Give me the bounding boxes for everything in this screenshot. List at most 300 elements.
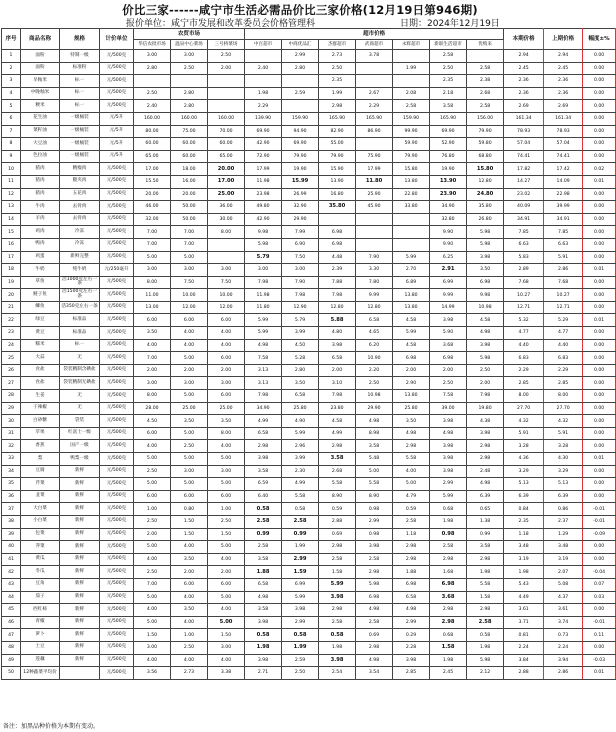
store-price-cell: 23.80 [319,402,356,415]
last-period-price: 17.42 [544,163,583,176]
store-price-cell: 12.80 [467,175,504,188]
store-price-cell: 60.00 [171,138,208,151]
store-price-cell: 6.00 [134,314,171,327]
store-price-cell: 0.58 [467,629,504,642]
store-price-cell: 30.00 [208,213,245,226]
row-seq: 35 [2,478,21,491]
store-price-cell: 32.00 [134,213,171,226]
store-price-cell: 6.00 [134,490,171,503]
change-percent: 0.01 [583,264,616,277]
row-spec: 新鲜 [60,629,100,642]
row-seq: 15 [2,226,21,239]
store-price-cell: 3.13 [245,364,282,377]
row-unit: 元/500克 [100,478,134,491]
store-price-cell: 1.88 [393,566,430,579]
store-price-cell: 2.00 [430,364,467,377]
store-price-cell: 70.00 [208,125,245,138]
store-price-cell: 1.50 [208,629,245,642]
row-unit: 元/500克 [100,402,134,415]
row-seq: 33 [2,453,21,466]
row-spec: 一级桶装 [60,112,100,125]
store-price-cell: 5.79 [282,314,319,327]
row-unit: 元/500克 [100,75,134,88]
row-spec: 一级桶装 [60,150,100,163]
store-price-cell: 5.58 [467,578,504,591]
store-price-cell: 3.50 [467,264,504,277]
header-store: 中百超市 [245,40,282,50]
row-spec: 标一 [60,87,100,100]
row-unit: 元/500克 [100,175,134,188]
store-price-cell: 2.00 [208,566,245,579]
store-price-cell: 3.58 [245,604,282,617]
row-unit: 元/500克 [100,427,134,440]
store-price-cell: 2.50 [171,440,208,453]
row-spec: 标准品 [60,327,100,340]
store-price-cell: 2.98 [245,440,282,453]
table-row [2,566,616,579]
row-seq: 3 [2,75,21,88]
row-unit: 元/500克 [100,629,134,642]
store-price-cell: 2.58 [319,553,356,566]
store-price-cell: 45.90 [356,201,393,214]
table-row [2,515,616,528]
store-price-cell: 23.90 [430,188,467,201]
store-price-cell: 35.80 [319,201,356,214]
row-spec: 新鲜 [60,490,100,503]
store-price-cell: 5.79 [245,251,282,264]
row-name: 小白菜 [21,515,60,528]
row-unit: 元/500克 [100,616,134,629]
row-seq: 45 [2,604,21,617]
store-price-cell: 2.00 [171,566,208,579]
store-price-cell: 9.99 [430,289,467,302]
change-percent: 0.00 [583,289,616,302]
row-seq: 42 [2,566,21,579]
store-price-cell: 5.98 [467,352,504,365]
row-name: 包菜 [21,528,60,541]
store-price-cell: 4.79 [393,490,430,503]
table-row [2,629,616,642]
store-price-cell: 3.98 [356,541,393,554]
row-spec: 特制一级 [60,50,100,63]
store-price-cell: 6.00 [134,427,171,440]
store-price-cell: 2.99 [393,616,430,629]
store-price-cell: 5.00 [356,465,393,478]
store-price-cell: 4.65 [356,327,393,340]
store-price-cell: 2.30 [282,465,319,478]
row-name: 苹果 [21,427,60,440]
header-last-period: 上期价格 [544,29,583,50]
store-price-cell: 3.98 [245,616,282,629]
row-unit: 元/500克 [100,453,134,466]
store-price-cell: 2.50 [467,364,504,377]
store-price-cell: 0.58 [319,629,356,642]
store-price-cell: 160.00 [208,112,245,125]
row-unit: 元/500克 [100,289,134,302]
last-period-price: 6.39 [544,490,583,503]
row-unit: 元/500克 [100,440,134,453]
store-price-cell: 2.00 [393,364,430,377]
store-price-cell: 42.90 [245,138,282,151]
row-seq: 4 [2,87,21,100]
last-period-price: 5.91 [544,427,583,440]
store-price-cell: 2.98 [319,604,356,617]
store-price-cell: 2.99 [282,616,319,629]
row-name: 鸭肉 [21,238,60,251]
store-price-cell: 2.00 [208,62,245,75]
store-price-cell: 4.00 [134,440,171,453]
row-spec: 标一 [60,100,100,113]
store-price-cell: 4.98 [356,654,393,667]
store-price-cell: 2.98 [319,440,356,453]
this-period-price: 4.32 [504,415,544,428]
store-price-cell: 2.00 [467,377,504,390]
store-price-cell: 160.00 [134,112,171,125]
row-spec: 标一 [60,75,100,88]
table-row [2,138,616,151]
last-period-price: 3.19 [544,553,583,566]
this-period-price: 23.02 [504,188,544,201]
store-price-cell: 17.00 [134,163,171,176]
change-percent: 0.00 [583,226,616,239]
this-period-price: 7.85 [504,226,544,239]
this-period-price: 34.91 [504,213,544,226]
table-row [2,390,616,403]
row-unit: 元/500克 [100,352,134,365]
row-seq: 25 [2,352,21,365]
store-price-cell: 6.98 [467,276,504,289]
row-name: 糯米 [21,339,60,352]
store-price-cell: 10.00 [171,289,208,302]
change-percent: 0.03 [583,591,616,604]
store-price-cell: 2.99 [282,553,319,566]
table-row [2,478,616,491]
change-percent: 0.01 [583,314,616,327]
store-price-cell: 7.00 [171,226,208,239]
last-period-price: 2.94 [544,50,583,63]
store-price-cell: 5.00 [134,541,171,554]
row-spec: 新鲜 [60,478,100,491]
header-change: 幅度±% [583,29,616,50]
table-row [2,213,616,226]
this-period-price: 5.43 [504,578,544,591]
row-spec: 活1000克左右一条 [60,276,100,289]
store-price-cell: 3.99 [282,327,319,340]
this-period-price: 1.18 [504,528,544,541]
last-period-price: 5.29 [544,314,583,327]
row-seq: 31 [2,427,21,440]
row-seq: 7 [2,125,21,138]
store-price-cell: 2.88 [319,515,356,528]
store-price-cell: 2.29 [356,100,393,113]
store-price-cell: 2.58 [393,100,430,113]
store-price-cell: 4.98 [467,327,504,340]
store-price-cell: 5.58 [319,478,356,491]
header-store: 武商超市 [356,40,393,50]
store-price-cell: 3.98 [467,427,504,440]
change-percent: 0.00 [583,301,616,314]
row-spec: 标一 [60,339,100,352]
row-spec: 袋装精制含碘盐 [60,364,100,377]
row-seq: 46 [2,616,21,629]
store-price-cell: 3.00 [208,377,245,390]
store-price-cell [319,213,356,226]
header-farm-market-group: 农贸市场 [134,29,245,40]
change-percent: -0.01 [583,515,616,528]
store-price-cell [282,100,319,113]
store-price-cell: 2.58 [282,515,319,528]
this-period-price: 5.91 [504,427,544,440]
store-price-cell: 4.38 [467,415,504,428]
store-price-cell: 5.00 [208,591,245,604]
store-price-cell: 9.90 [430,238,467,251]
store-price-cell: 3.00 [134,377,171,390]
store-price-cell: 7.80 [356,276,393,289]
store-price-cell: 7.98 [245,276,282,289]
store-price-cell: 5.99 [282,427,319,440]
report-title: 价比三家------咸宁市生活必需品价比三家价格(12月19日第946期) [122,3,478,17]
row-name: 西红柿 [21,604,60,617]
last-period-price: 2.85 [544,377,583,390]
store-price-cell: 39.00 [430,402,467,415]
store-price-cell: 2.08 [393,87,430,100]
change-percent: -0.09 [583,528,616,541]
this-period-price: 3.61 [504,604,544,617]
store-price-cell: 5.99 [282,591,319,604]
header-store: 三号桥菜场 [208,40,245,50]
this-period-price: 1.98 [504,566,544,579]
store-price-cell: 5.99 [319,578,356,591]
row-seq: 17 [2,251,21,264]
store-price-cell: 7.58 [430,390,467,403]
store-price-cell: 3.98 [430,453,467,466]
row-unit: 元/500克 [100,415,134,428]
store-price-cell: 5.99 [245,327,282,340]
store-price-cell: 5.98 [245,238,282,251]
store-price-cell: 3.00 [171,465,208,478]
store-price-cell: 2.45 [430,667,467,680]
store-price-cell: 3.98 [319,339,356,352]
row-spec: 冷冻 [60,226,100,239]
this-period-price: 3.19 [504,553,544,566]
store-price-cell: 17.99 [245,163,282,176]
this-period-price: 27.70 [504,402,544,415]
row-unit: 元/500克 [100,390,134,403]
store-price-cell: 1.00 [171,629,208,642]
store-price-cell: 2.50 [282,667,319,680]
store-price-cell: 1.38 [467,515,504,528]
store-price-cell: 5.58 [356,478,393,491]
store-price-cell: 7.00 [171,238,208,251]
row-seq: 24 [2,339,21,352]
store-price-cell: 2.50 [134,566,171,579]
store-price-cell: 79.90 [467,125,504,138]
store-price-cell: 1.98 [245,87,282,100]
store-price-cell: 6.00 [171,490,208,503]
store-price-cell: 9.98 [245,226,282,239]
store-price-cell: 4.48 [319,251,356,264]
store-price-cell: 5.00 [171,478,208,491]
store-price-cell: 65.00 [134,150,171,163]
row-name: 香蕉 [21,440,60,453]
store-price-cell: 20.00 [171,188,208,201]
store-price-cell: 32.90 [282,201,319,214]
store-price-cell: 3.98 [430,465,467,478]
store-price-cell: 3.58 [356,440,393,453]
last-period-price: 4.30 [544,453,583,466]
row-name: 牛奶 [21,264,60,277]
store-price-cell [356,138,393,151]
store-price-cell: 1.98 [467,566,504,579]
store-price-cell: 1.50 [208,528,245,541]
row-unit: 元/500克 [100,87,134,100]
row-unit: 元/5升 [100,138,134,151]
this-period-price: 3.28 [504,440,544,453]
change-percent: 0.00 [583,75,616,88]
store-price-cell: 3.98 [467,251,504,264]
store-price-cell: 5.99 [430,490,467,503]
table-row [2,112,616,125]
store-price-cell: 139.90 [245,112,282,125]
this-period-price: 2.89 [504,264,544,277]
store-price-cell: 2.58 [356,616,393,629]
row-seq: 23 [2,327,21,340]
table-row [2,50,616,63]
store-price-cell: 1.58 [430,641,467,654]
this-period-price: 3.29 [504,465,544,478]
row-unit: 元/500克 [100,100,134,113]
store-price-cell: 0.29 [393,629,430,642]
store-price-cell: 8.00 [134,276,171,289]
store-price-cell: 4.00 [171,616,208,629]
store-price-cell: 4.00 [208,654,245,667]
table-row [2,251,616,264]
row-unit: 元/500克 [100,604,134,617]
row-seq: 40 [2,541,21,554]
store-price-cell [393,75,430,88]
store-price-cell: 4.98 [393,604,430,617]
store-price-cell: 3.98 [282,604,319,617]
store-price-cell: 28.00 [134,402,171,415]
store-price-cell [356,62,393,75]
row-spec: 新鲜 [60,465,100,478]
row-spec: 新鲜 [60,578,100,591]
store-price-cell: 1.18 [393,528,430,541]
header-store: 优购来 [467,40,504,50]
last-period-price: 7.85 [544,226,583,239]
row-spec: 一级桶装 [60,138,100,151]
store-price-cell: 3.50 [282,377,319,390]
row-unit: 元/500克 [100,50,134,63]
row-spec: 无 [60,402,100,415]
row-seq: 43 [2,578,21,591]
row-seq: 29 [2,402,21,415]
row-unit: 元/500克 [100,465,134,478]
store-price-cell: 2.98 [467,453,504,466]
last-period-price: 0.86 [544,503,583,516]
store-price-cell [208,100,245,113]
row-name: 韭菜 [21,490,60,503]
store-price-cell: 7.50 [208,276,245,289]
reporter-unit: 报价单位：咸宁市发展和改革委员会价格管理科 [126,19,316,29]
last-period-price: 3.94 [544,654,583,667]
store-price-cell: 2.00 [134,364,171,377]
row-unit: 元/500克 [100,578,134,591]
row-name: 12种蔬菜平均价 [21,667,60,680]
store-price-cell: 0.58 [245,503,282,516]
row-spec: 精瘦肉 [60,163,100,176]
change-percent: 0.00 [583,390,616,403]
store-price-cell: 6.89 [393,276,430,289]
row-seq: 1 [2,50,21,63]
store-price-cell [467,50,504,63]
store-price-cell: 2.50 [356,377,393,390]
row-unit: 元/500克 [100,301,134,314]
change-percent: 0.00 [583,604,616,617]
store-price-cell: 15.80 [393,163,430,176]
last-period-price: 2.86 [544,264,583,277]
store-price-cell: 49.80 [245,201,282,214]
row-name: 鸡蛋 [21,251,60,264]
last-period-price: 4.40 [544,339,583,352]
header-store: 杰群超市 [319,40,356,50]
change-percent: 0.00 [583,201,616,214]
store-price-cell: 6.39 [467,490,504,503]
store-price-cell: 2.58 [319,616,356,629]
this-period-price: 12.71 [504,301,544,314]
this-period-price: 2.88 [504,667,544,680]
store-price-cell: 0.99 [245,528,282,541]
store-price-cell: 5.58 [282,490,319,503]
this-period-price: 57.04 [504,138,544,151]
store-price-cell: 6.00 [208,314,245,327]
store-price-cell: 7.90 [282,276,319,289]
this-period-price: 74.41 [504,150,544,163]
store-price-cell: 2.98 [430,604,467,617]
store-price-cell: 9.90 [430,226,467,239]
row-spec: 新鲜 [60,566,100,579]
row-unit: 元/500克 [100,238,134,251]
this-period-price: 0.84 [504,503,544,516]
this-period-price: 7.68 [504,276,544,289]
store-price-cell: 0.98 [356,528,393,541]
store-price-cell: 0.58 [282,503,319,516]
row-name: 豆角 [21,578,60,591]
store-price-cell: 13.80 [393,289,430,302]
store-price-cell: 2.59 [282,654,319,667]
row-seq: 38 [2,515,21,528]
row-unit: 元/250毫升 [100,264,134,277]
store-price-cell: 6.58 [245,578,282,591]
store-price-cell: 3.00 [134,264,171,277]
store-price-cell: 12.00 [208,301,245,314]
last-period-price: 5.91 [544,251,583,264]
header-store: 中商优品汇 [282,40,319,50]
store-price-cell: 7.58 [245,352,282,365]
last-period-price: 2.37 [544,515,583,528]
table-row [2,364,616,377]
row-unit: 元/500克 [100,377,134,390]
store-price-cell: 26.99 [282,188,319,201]
row-unit: 元/500克 [100,62,134,75]
row-spec: 新鲜完整 [60,251,100,264]
last-period-price: 4.37 [544,591,583,604]
price-table [1,28,616,680]
store-price-cell: 159.90 [393,112,430,125]
row-spec: 标准粉 [60,62,100,75]
store-price-cell: 7.99 [282,226,319,239]
row-spec: 新鲜 [60,654,100,667]
